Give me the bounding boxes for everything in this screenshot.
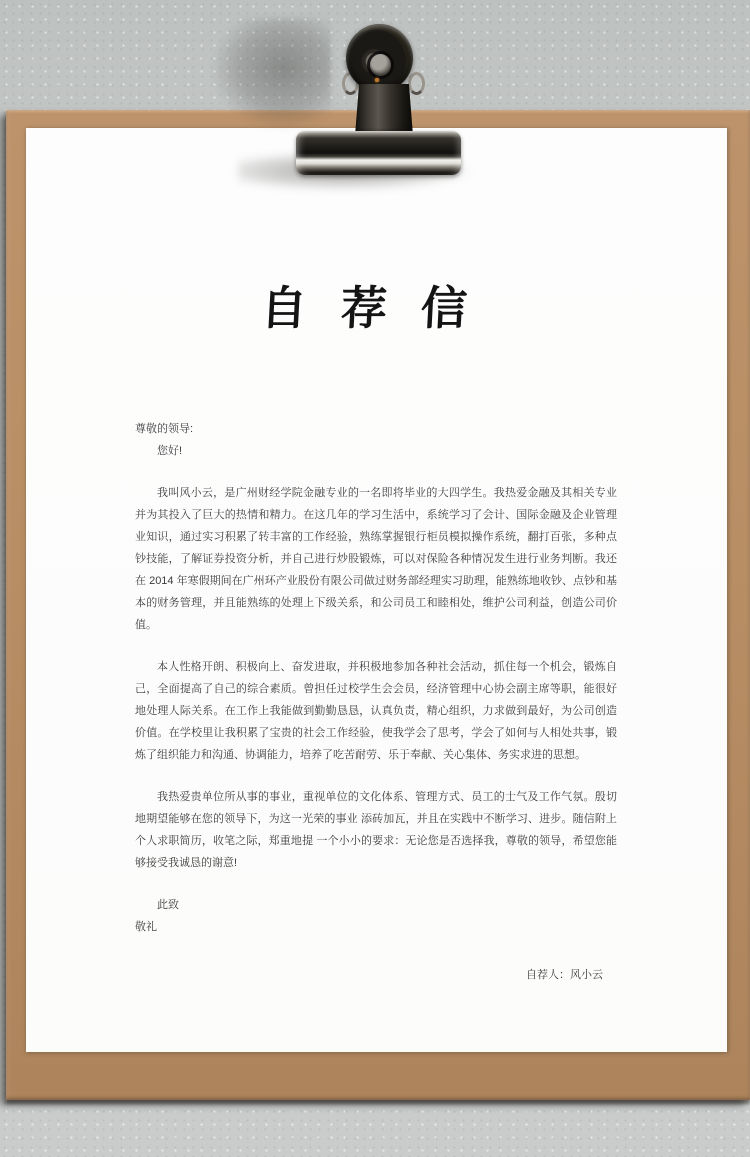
letter-title: 自 荐 信	[259, 281, 478, 335]
clip-stem	[355, 84, 413, 136]
clip-knob	[346, 24, 413, 92]
letter-body	[135, 418, 617, 986]
letter-paper	[26, 128, 727, 1052]
paragraph-2: 本人性格开朗、积极向上、奋发进取，并积极地参加各种社会活动，抓住每一个机会，锻炼自己，全面提高了自己的综合素质。曾担任过校学生会会员，经济管理中心协会副主席等职，能很好地处理人际关系。在工作上我能做到勤勤恳恳，认真负责，精心组织，力求做到最好，为公司创造价值。在学校里让我积累了宝贵的社会工作经验，使我学会了思考，学会了如何与人相处共事，锻炼了组织能力和沟通、协调能力，培养了吃苦耐劳、乐于奉献、关心集体、务实求进的思想。	[135, 661, 617, 761]
closing-jingli: 敬礼	[135, 921, 157, 933]
salutation: 尊敬的领导:	[135, 423, 194, 435]
clip-wall-shadow	[213, 18, 331, 130]
closing-cizhi: 此致	[157, 899, 179, 911]
paragraph-3: 我热爱贵单位所从事的事业，重视单位的文化体系、管理方式、员工的士气及工作气氛。殷切地期望能够在您的领导下，为这一光荣的事业 添砖加瓦，并且在实践中不断学习、进步。随信附上个人求职简历，收笔之际，郑重地提 一个小小的要求：无论您是否选择我，尊敬的领导，希望您能够接受我诚恳的谢意!	[135, 791, 617, 869]
signature: 自荐人：风小云	[526, 969, 603, 981]
clip-knob-hole	[370, 54, 391, 76]
paragraph-1: 我叫风小云，是广州财经学院金融专业的一名即将毕业的大四学生。我热爱金融及其相关专业并为其投入了巨大的热情和精力。在这几年的学习生活中，系统学习了会计、国际金融及企业管理业知识，通过实习积累了转丰富的工作经验，熟练掌握银行柜员模拟操作系统，翻打百张，多种点钞技能，了解证券投资分析，并自己进行炒股锻炼，可以对保险各种情况发生进行业务判断。我还在 2014 年寒假期间在广州环产业股份有限公司做过财务部经理实习助理，能熟练地收钞、点钞和基本的财务管理，并且能熟练的处理上下级关系，和公司员工和睦相处，维护公司利益，创造公司价值。	[135, 487, 617, 631]
greeting: 您好!	[157, 445, 183, 457]
clip-glint	[375, 78, 379, 82]
clip-spring-loop-right	[408, 72, 425, 95]
clip-bar	[296, 131, 461, 175]
clipboard	[6, 110, 750, 1100]
